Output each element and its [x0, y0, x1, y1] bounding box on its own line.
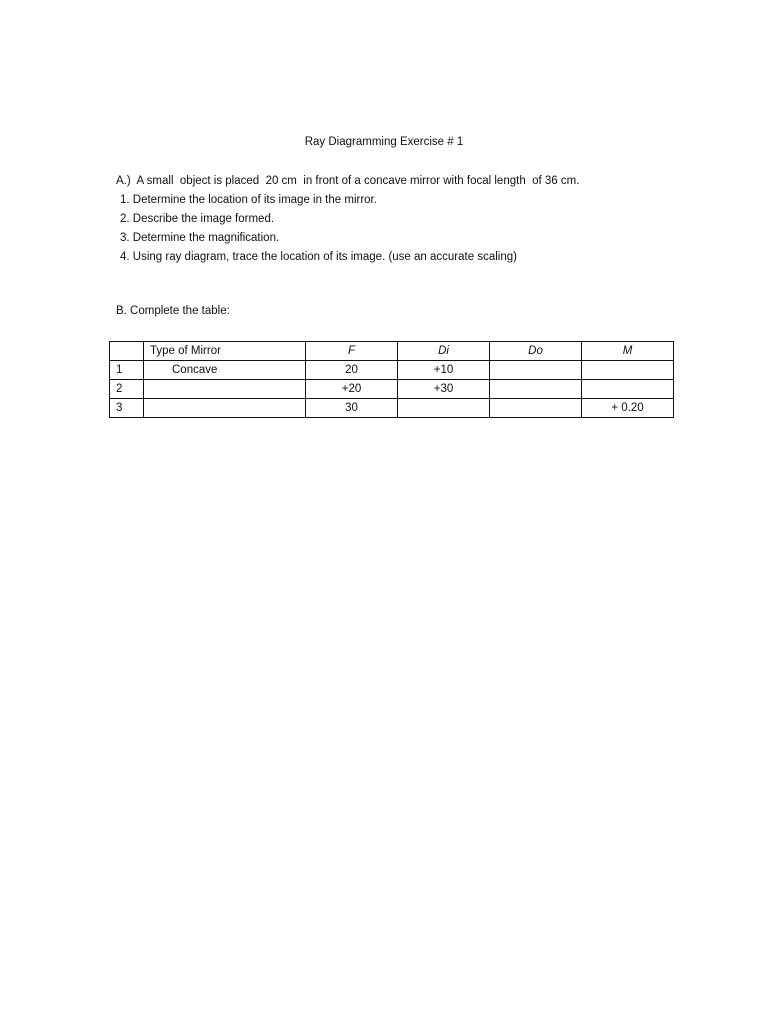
cell-di: +30 [398, 380, 490, 399]
question-item: 4. Using ray diagram, trace the location of its image. (use an accurate scaling) [120, 251, 517, 263]
cell-do [490, 361, 582, 380]
cell-number: 2 [110, 380, 144, 399]
cell-f: 30 [306, 399, 398, 418]
cell-m: + 0.20 [582, 399, 674, 418]
header-cell-number [110, 342, 144, 361]
cell-number: 1 [110, 361, 144, 380]
section-a [116, 172, 716, 267]
cell-do [490, 380, 582, 399]
problem-statement: A.) A small object is placed 20 cm in front of a concave mirror with focal length of 36 cm. [116, 175, 580, 187]
cell-di: +10 [398, 361, 490, 380]
header-cell-do: Do [490, 342, 582, 361]
question-item: 2. Describe the image formed. [120, 213, 275, 225]
header-cell-m: M [582, 342, 674, 361]
table-header-row [110, 342, 674, 361]
cell-type: Concave [144, 361, 306, 380]
cell-f: +20 [306, 380, 398, 399]
table-row [110, 399, 674, 418]
cell-di [398, 399, 490, 418]
header-cell-type: Type of Mirror [144, 342, 306, 361]
cell-f: 20 [306, 361, 398, 380]
cell-type [144, 380, 306, 399]
cell-do [490, 399, 582, 418]
table-row [110, 380, 674, 399]
page-title: Ray Diagramming Exercise # 1 [304, 136, 464, 148]
header-cell-di: Di [398, 342, 490, 361]
table-row [110, 361, 674, 380]
header-cell-f: F [306, 342, 398, 361]
mirror-table [109, 341, 674, 418]
section-b-label: B. Complete the table: [116, 305, 230, 317]
question-item: 1. Determine the location of its image in the mirror. [120, 194, 377, 206]
cell-number: 3 [110, 399, 144, 418]
question-item: 3. Determine the magnification. [120, 232, 280, 244]
cell-m [582, 361, 674, 380]
cell-m [582, 380, 674, 399]
cell-type [144, 399, 306, 418]
